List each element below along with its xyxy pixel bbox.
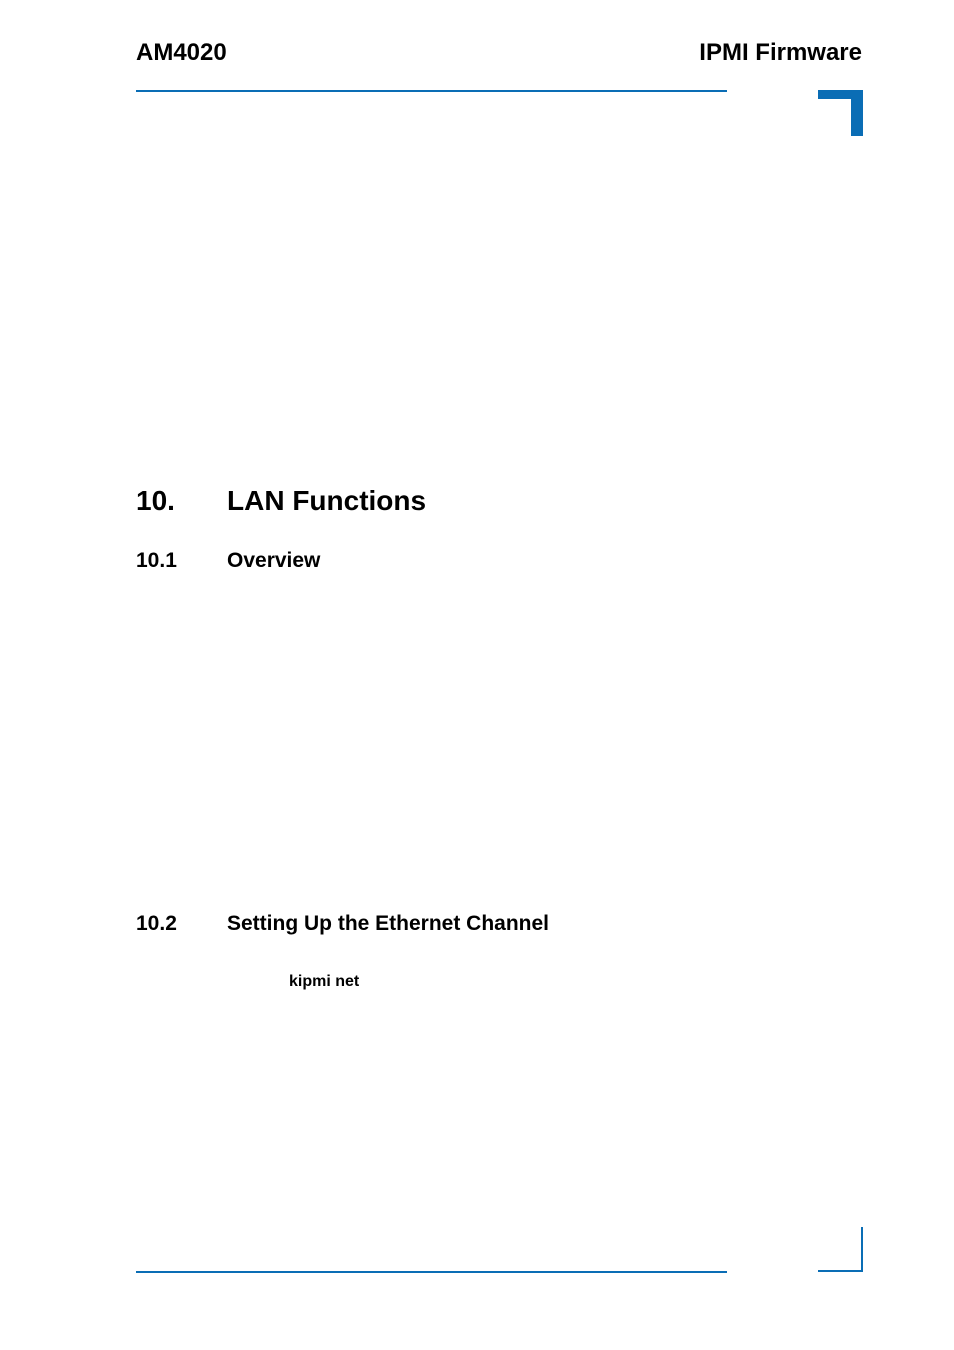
corner-mark-top-vertical: [851, 90, 863, 136]
corner-mark-bottom: [818, 1270, 863, 1272]
corner-mark-bottom-vertical: [861, 1227, 863, 1272]
header-rule: [136, 90, 727, 92]
header-section: IPMI Firmware: [699, 39, 862, 66]
command-text: kipmi net: [289, 973, 360, 990]
header-product: AM4020: [136, 39, 227, 66]
section-title-ethernet: Setting Up the Ethernet Channel: [227, 912, 550, 935]
footer-rule: [136, 1271, 727, 1273]
chapter-title: LAN Functions: [227, 485, 427, 516]
section-title-overview: Overview: [227, 549, 321, 572]
section-number-ethernet: 10.2: [136, 912, 177, 935]
chapter-number: 10.: [136, 485, 175, 516]
section-number-overview: 10.1: [136, 549, 177, 572]
